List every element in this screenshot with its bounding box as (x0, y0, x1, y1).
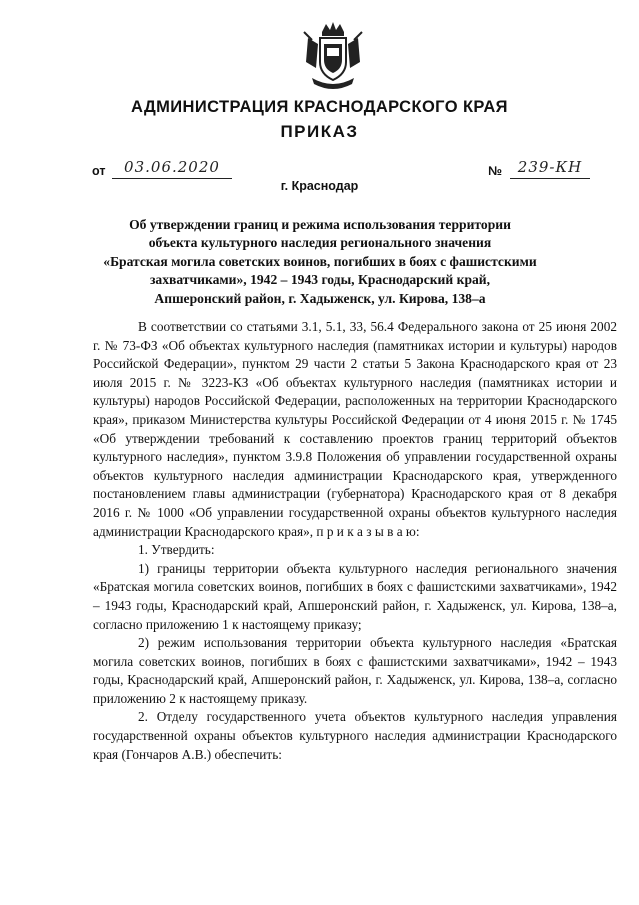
number-prefix: № (488, 164, 502, 178)
document-number: 239-КН (510, 158, 590, 179)
document-type: ПРИКАЗ (280, 122, 359, 141)
title-line: захватчиками», 1942 – 1943 годы, Краснодарский край, (149, 272, 491, 288)
clause-1-1: 1) границы территории объекта культурного наследия регионального значения «Братская могила советских воинов, погибших в боях с фашистскими захватчиками», 1942 – 1943 годы, Краснодарский край, Апшеронский район, г. Хадыженск, ул. Кирова, 138–а, согласно приложению 1 к настоящему приказу; (93, 560, 617, 632)
organization-name: АДМИНИСТРАЦИЯ КРАСНОДАРСКОГО КРАЯ (131, 98, 508, 116)
document-body (93, 318, 617, 764)
city: г. Краснодар (280, 179, 359, 193)
clause-1-2: 2) режим использования территории объекта культурного наследия «Братская могила советских воинов, погибших в боях с фашистскими захватчиками», 1942 – 1943 годы, Краснодарский край, Апшеронский район, г. Хадыженск, ул. Кирова, 138–а, согласно приложению 2 к настоящему приказу. (93, 635, 617, 706)
document-title (60, 216, 580, 308)
title-line: Об утверждении границ и режима использования территории (129, 217, 511, 232)
title-line: Апшеронский район, г. Хадыженск, ул. Кирова, 138–а (154, 290, 486, 306)
clause-2: 2. Отделу государственного учета объектов культурного наследия управления государственной охраны объектов культурного наследия администрации Краснодарского края (Гончаров А.В.) обеспечить: (93, 709, 617, 762)
krasnodar-coat-of-arms-icon (300, 18, 366, 90)
title-line: «Братская могила советских воинов, погибших в боях с фашистскими (103, 253, 537, 269)
clause-1: 1. Утвердить: (138, 542, 215, 558)
document-date: 03.06.2020 (112, 158, 232, 179)
date-prefix: от (92, 164, 106, 178)
title-line: объекта культурного наследия регионального значения (148, 235, 492, 251)
preamble-paragraph: В соответствии со статьями 3.1, 5.1, 33, 56.4 Федерального закона от 25 июня 2002 г. № 73-ФЗ «Об объектах культурного наследия (памятниках истории и культуры) народов Российской Федерации», пунктом 29 части 2 статьи 5 Закона Краснодарского края от 23 июля 2015 г. № 3223-КЗ «Об объектах культурного наследия (памятниках истории и культуры) народов Российской Федерации, расположенных на территории Краснодарского края», приказом Министерства культуры Российской Федерации от 4 июня 2015 г. № 1745 «Об утверждении требований к составлению проектов границ территорий объектов культурного наследия», пунктом 3.9.8 Положения об управлении государственной охраны объектов культурного наследия администрации Краснодарского края, утвержденного постановлением главы администрации (губернатора) Краснодарского края от 8 декабря 2016 г. № 1000 «Об управлении государственной охраны объектов культурного наследия администрации Краснодарского края», п р и к а з ы в а ю: (93, 319, 617, 539)
